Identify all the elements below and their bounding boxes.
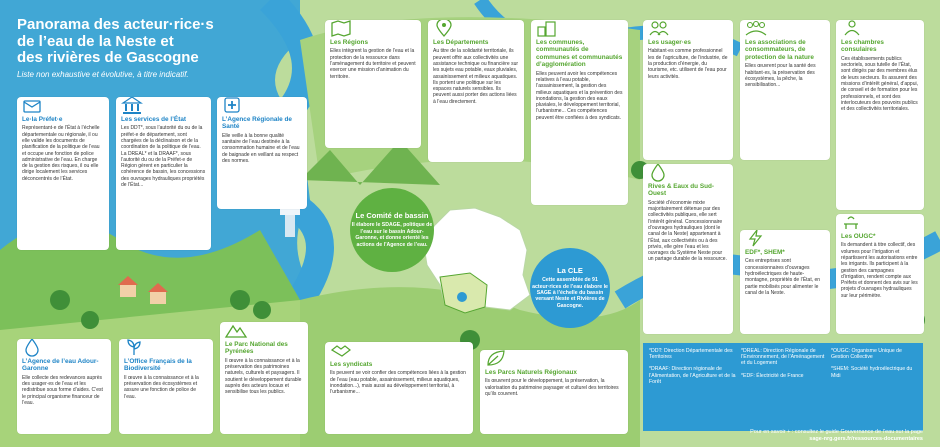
definition-dreal: *DREAL: Direction Régionale de l’Environnement, de l’Aménagement et du Logement (741, 348, 825, 367)
card-title: Les communes, communautés de communes et communautés d’agglomération (536, 39, 623, 69)
card-text: Ces établissements publics sectoriels, sous tutelle de l’État, sont dirigés par des membres élus de leurs secteurs. Ils assurent des missions d’intérêt général, d’appui, de conseil et de formation pour les professionnels, et sont des interlocuteurs des pouvoirs publics et des collectivités territoriales. (841, 55, 918, 113)
card-text: Société d’économie mixte majoritairement détenue par des collectivités publiques, elle sert l’intérêt général. Concessionnaire d’ouvrages hydrauliques (dont le canal de la Neste) appartenant à l’État, aux collectivités ou à des privés, elle gère l’eau et les ouvrages du Système Neste pour un partage durable de la ressource. (648, 199, 727, 263)
card-title: EDF*, SHEM* (745, 249, 785, 256)
card-ofb (119, 339, 213, 434)
card-text: Au titre de la solidarité territoriale, ils peuvent offrir aux collectivités une assistance technique ou financière sur les sujets eau potable, eaux pluviales, assainissement et milieux aquatiques. Ils portent une politique sur les espaces naturels sensibles. Ils peuvent aussi porter des actions liées à l’eau directement. (433, 48, 519, 105)
definition-shem: *SHEM: Société hydroélectrique du Midi (831, 366, 913, 379)
card-title: Le Parc National des Pyrénées (225, 341, 288, 356)
card-text: Représentant·e de l’État à l’échelle départementale ou régionale, il ou elle valide les documents de planification de la politique de l’eau et occupe une fonction de police administrative de l’eau. En charge de la gestion des risques, il ou elle dirige localement les services déconcentrés de l’État. (22, 125, 100, 182)
mountain-icon (224, 322, 248, 340)
water-tower (285, 213, 295, 237)
title-line: des rivières de Gascogne (17, 49, 199, 66)
card-text: Elle veille à la bonne qualité sanitaire de l’eau destinée à la consommation humaine et de l’eau de baignade en veillant au respect des normes. (222, 132, 300, 164)
power-icon (744, 230, 768, 248)
card-services-etat (116, 97, 211, 250)
group-icon (744, 20, 768, 38)
card-text: Elles œuvrent pour la santé des habitant·es, la préservation des écosystèmes, la pêche, la sensibilisation... (745, 63, 816, 89)
definitions-col (649, 348, 737, 385)
definition-edf: *EDF: Électricité de France (741, 372, 804, 379)
card-text: Ils œuvrent pour le développement, la préservation, la valorisation du patrimoine paysager et culturel des territoires qu’ils couvrent. (485, 378, 619, 397)
title-line: Panorama des acteur·rice·s (17, 16, 214, 33)
handshake-icon (329, 342, 353, 360)
footer (750, 429, 923, 443)
card-edf-shem (740, 230, 830, 334)
bubble-title: Le Comité de bassin (355, 210, 429, 220)
card-associations (740, 20, 830, 160)
card-title: Rives & Eaux du Sud-Ouest (648, 183, 715, 198)
card-text: Ils peuvent se voir confier des compétences liées à la gestion de l’eau (eau potable, assainissement, milieux aquatiques, inondation...), mais aussi au développement territorial, à l’urbanisme... (330, 370, 466, 396)
card-communes (531, 20, 628, 205)
card-title: Les Régions (330, 39, 368, 46)
bubble-text: Il élabore le SDAGE, politique de l’eau sur le bassin Adour-Garonne, et donne orienté les actions de l’Agence de l’eau. (351, 222, 433, 248)
card-text: Ces entreprises sont concessionnaires d’ouvrages hydroélectriques de haute-montagne, propriétés de l’État, en partie mobilisés pour alimenter le canal de la Neste. (745, 258, 821, 296)
building-icon (120, 97, 144, 115)
card-title: Les Départements (433, 39, 489, 46)
page-subtitle: Liste non exhaustive et évolutive, à titre indicatif. (17, 70, 189, 79)
card-title: Les services de l’État (121, 116, 187, 123)
definitions-col (741, 348, 829, 379)
neste-area (457, 292, 467, 302)
bubble-cle (530, 248, 610, 328)
card-title: Les syndicats (330, 361, 373, 368)
town-icon (535, 20, 559, 38)
map-icon (329, 20, 353, 38)
map-pin-icon (432, 20, 456, 38)
tree (50, 290, 70, 310)
card-title: Les associations de consommateurs, de protection de la nature (745, 39, 814, 61)
card-parc-national (220, 322, 308, 434)
card-departements (428, 20, 524, 162)
card-text: Elles peuvent avoir les compétences relatives à l’eau potable, l’assainissement, la gestion des milieux aquatiques et la prévention des inondations, la gestion des eaux pluviales, le développement territorial, l’urbanisme... Ces compétences peuvent être confiées à des syndicats. (536, 70, 623, 121)
card-parcs-regionaux (480, 350, 628, 434)
card-title: Les OUGC* (841, 233, 876, 240)
leaf-icon (484, 350, 508, 368)
card-regions (325, 20, 421, 148)
water-icon (647, 164, 671, 182)
card-title: L’Office Français de la Biodiversité (124, 358, 192, 373)
prefet-icon (21, 97, 45, 115)
irrigation-icon (840, 214, 864, 232)
card-text: Elle collecte des redevances auprès des usager·es de l’eau et les redistribue sous forme d’aides. C’est le principal organisme financeur de l’eau. (22, 374, 103, 406)
card-text: Ils demandent à titre collectif, des volumes pour l’irrigation et répartissent les autorisations entre les irrigants. Ils participent à la gestion des campagnes d’irrigation, rendent compte aux Préfets et donnent des avis sur les projets d’ouvrages hydrauliques sur leur périmètre. (841, 242, 918, 299)
definitions-box (643, 343, 923, 431)
card-chambres (836, 20, 924, 210)
house (120, 285, 136, 297)
card-text: Les DDT*, sous l’autorité du ou de la préfet·e de département, sont chargées de la déclinaison et de la coordination de la politique de l’eau. La DREAL* et la DRAAF*, sous l’autorité du ou de la Préfet·e de Région gèrent en particulier la cohérence de bassin, les concessions des ouvrages hydrauliques propriétés de l’État... (121, 125, 206, 189)
bubble-text: Cette assemblée de 91 acteur·rices de l’eau élabore le SAGE à l’échelle du bassin versant Neste et Rivières de Gascogne. (532, 277, 608, 309)
card-title: Les chambres consulaires (841, 39, 884, 54)
house (150, 292, 166, 304)
drop-icon (21, 339, 45, 357)
card-ougc (836, 214, 924, 334)
title-line: de l’eau de la Neste et (17, 32, 174, 50)
card-title: Les Parcs Naturels Régionaux (485, 369, 577, 376)
definition-ougc: *OUGC: Organisme Unique de Gestion Collective (831, 348, 902, 361)
card-syndicats (325, 342, 473, 434)
card-text: Habitant·es comme professionnel les de l’agriculture, de l’industrie, de la production d’énergie, du tourisme, etc. utilisent de l’eau pour leurs activités. (648, 48, 728, 80)
tree (230, 290, 250, 310)
card-text: Il œuvre à la connaissance et à la préservation des patrimoines naturels, culturels et paysagers. Il soutient le développement durable auprès des acteurs locaux et sensibilise tous les publics. (225, 357, 302, 396)
tree (253, 301, 271, 319)
footer-text: Pour en savoir + : consultez le guide Gouvernance de l’eau sur la page (750, 429, 923, 435)
bubble-comite-bassin (350, 188, 434, 272)
tree (81, 311, 99, 329)
plant-icon (123, 339, 147, 357)
card-title: Le·la Préfet·e (22, 116, 63, 123)
card-title: Les usager·es (648, 39, 691, 46)
definition-ddt: *DDT: Direction Départementale des Territoires (649, 348, 733, 361)
card-usagers (643, 20, 733, 160)
group-icon (840, 20, 864, 38)
card-ars (217, 97, 307, 209)
card-prefet (17, 97, 109, 250)
card-rives-eaux (643, 164, 733, 334)
card-agence-eau (17, 339, 111, 434)
bubble-title: La CLE (557, 265, 583, 275)
footer-link[interactable]: sage-nrg.gers.fr/ressources-documentaires (809, 436, 923, 442)
definitions-col (831, 348, 919, 379)
card-title: L’Agence de l’eau Adour-Garonne (22, 358, 99, 373)
card-text: Elles intègrent la gestion de l’eau et la protection de la ressource dans l’aménagement du territoire et peuvent exercer une mission d’animation du territoire. (330, 48, 416, 80)
page-title (17, 17, 277, 67)
health-icon (221, 97, 245, 115)
users-icon (647, 20, 671, 38)
card-text: Il œuvre à la connaissance et à la préservation des écosystèmes et assure une fonction de police de l’eau. (124, 374, 199, 400)
card-title: L’Agence Régionale de Santé (222, 116, 292, 131)
definition-draaf: *DRAAF: Direction régionale de l’Alimentation, de l’Agriculture et de la Forêt (649, 366, 736, 385)
